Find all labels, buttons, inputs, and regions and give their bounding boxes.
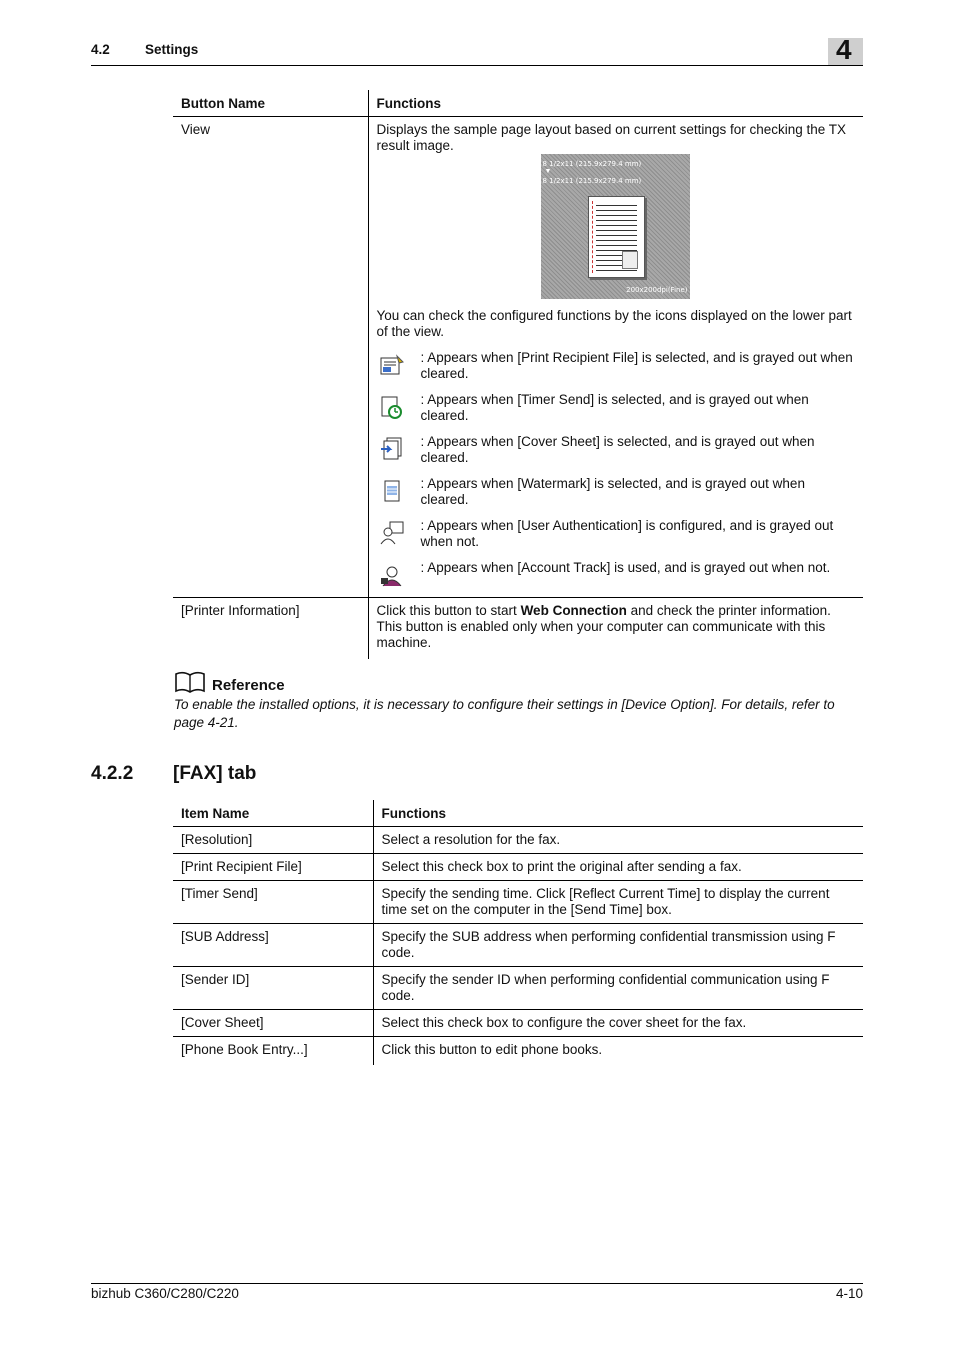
- table-row-view: [173, 117, 863, 598]
- user-authentication-icon: [379, 520, 405, 546]
- row-name: View: [173, 117, 368, 598]
- row-functions: [368, 598, 863, 660]
- section-number: 4.2.2: [91, 763, 134, 784]
- column-header-item-name: Item Name: [173, 800, 373, 827]
- footer-product: bizhub C360/C280/C220: [91, 1286, 239, 1301]
- icon-description: : Appears when [Print Recipient File] is selected, and is grayed out when cleared.: [420, 350, 853, 381]
- icon-row-user-authentication: [377, 518, 856, 550]
- row-functions: Specify the SUB address when performing confidential transmission using F code.: [373, 924, 863, 967]
- sample-page-preview-image: [541, 154, 690, 299]
- column-header-functions: Functions: [373, 800, 863, 827]
- table-row: [173, 881, 863, 924]
- preview-size-label-1: 8 1/2x11 (215.9x279.4 mm): [542, 160, 642, 168]
- table-header-row: [173, 90, 863, 117]
- preview-resolution-label: 200x200dpi(Fine): [626, 286, 688, 294]
- icon-description: : Appears when [User Authentication] is configured, and is grayed out when not.: [420, 518, 834, 549]
- icon-description: : Appears when [Cover Sheet] is selected, and is grayed out when cleared.: [420, 434, 815, 465]
- account-track-icon: [379, 562, 405, 588]
- column-header-button-name: Button Name: [173, 90, 368, 117]
- chapter-number: 4: [836, 34, 852, 65]
- print-recipient-file-icon: [379, 352, 405, 378]
- preview-paper: [588, 196, 645, 278]
- footer-rule: [91, 1283, 863, 1284]
- row-functions: Select this check box to print the original after sending a fax.: [373, 854, 863, 881]
- header-rule: [91, 65, 863, 66]
- reference-book-icon: [174, 670, 206, 694]
- row-name: [SUB Address]: [173, 924, 373, 967]
- table-row: [173, 854, 863, 881]
- preview-arrow-icon: ▼: [544, 168, 552, 175]
- button-functions-table: [173, 90, 863, 659]
- watermark-icon: [379, 478, 405, 504]
- icon-row-watermark: [377, 476, 856, 508]
- table-header-row: [173, 800, 863, 827]
- header-section-number: 4.2: [91, 42, 110, 57]
- row-name: [Cover Sheet]: [173, 1010, 373, 1037]
- row-name: [Timer Send]: [173, 881, 373, 924]
- row-functions: Click this button to edit phone books.: [381, 1042, 603, 1057]
- icon-row-print-recipient-file: [377, 350, 856, 382]
- preview-margin-line: [592, 201, 593, 273]
- icons-intro: You can check the configured functions by the icons displayed on the lower part of the view.: [376, 308, 852, 339]
- table-row: [173, 1037, 863, 1066]
- reference-text: To enable the installed options, it is necessary to configure their settings in [Device Option]. For details, refer to page 4-21.: [174, 697, 835, 730]
- icon-row-timer-send: [377, 392, 856, 424]
- table-row: [173, 1010, 863, 1037]
- icon-row-account-track: [377, 560, 856, 588]
- section-title: [FAX] tab: [173, 763, 257, 784]
- table-row-printer-information: [173, 598, 863, 660]
- row-name: [Phone Book Entry...]: [173, 1037, 373, 1066]
- footer-page-number: 4-10: [835, 1286, 863, 1301]
- row-functions: [368, 117, 863, 598]
- reference-label: Reference: [212, 677, 285, 694]
- preview-size-label-2: 8 1/2x11 (215.9x279.4 mm): [542, 177, 642, 185]
- icon-description: : Appears when [Watermark] is selected, and is grayed out when cleared.: [420, 476, 805, 507]
- icon-description: : Appears when [Account Track] is used, and is grayed out when not.: [420, 560, 831, 575]
- web-connection-term: Web Connection: [520, 603, 627, 618]
- row-name: [Print Recipient File]: [173, 854, 373, 881]
- timer-send-icon: [379, 394, 405, 420]
- preview-stamp: [622, 251, 638, 269]
- fax-tab-table: [173, 800, 863, 1065]
- icon-description: : Appears when [Timer Send] is selected, and is grayed out when cleared.: [420, 392, 809, 423]
- row-functions: Select a resolution for the fax.: [373, 827, 863, 854]
- row-functions: Select this check box to configure the cover sheet for the fax.: [373, 1010, 863, 1037]
- cover-sheet-icon: [379, 436, 405, 462]
- column-header-functions: Functions: [368, 90, 863, 117]
- row-functions: Specify the sender ID when performing confidential communication using F code.: [373, 967, 863, 1010]
- row-name: [Sender ID]: [173, 967, 373, 1010]
- row-name: [Printer Information]: [173, 598, 368, 660]
- table-row: [173, 924, 863, 967]
- printer-info-text: Click this button to start: [376, 603, 521, 618]
- header-section-title: Settings: [145, 42, 199, 57]
- printer-info-text-cont: and check the printer information. This button is enabled only when your computer can communicate with this machine.: [376, 603, 831, 650]
- row-name: [Resolution]: [173, 827, 373, 854]
- icon-row-cover-sheet: [377, 434, 856, 466]
- table-row: [173, 827, 863, 854]
- view-description: Displays the sample page layout based on current settings for checking the TX result image.: [376, 122, 847, 153]
- table-row: [173, 967, 863, 1010]
- row-functions: Specify the sending time. Click [Reflect Current Time] to display the current time set on the computer in the [Send Time] box.: [373, 881, 863, 924]
